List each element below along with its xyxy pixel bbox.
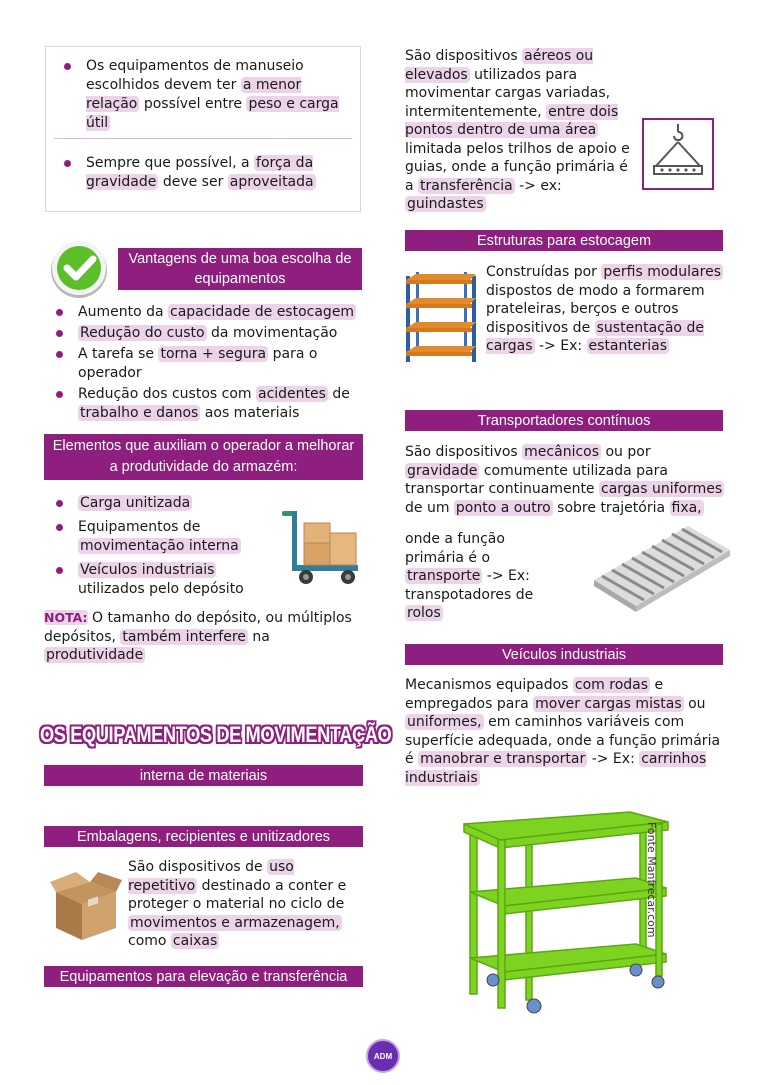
elementos-list [44, 494, 274, 599]
box-image [50, 868, 122, 944]
fonte-caption: Fonte Manfrecar.com [645, 822, 658, 938]
list-item: A tarefa se torna + segura para o operador [44, 345, 364, 383]
principle-item-2: Sempre que possível, a força da gravidade deve ser aproveitada [52, 154, 352, 192]
transportadores-text-2: onde a função primária é o transporte -> Ex: transpotadores de rolos [405, 531, 534, 621]
main-title: OS EQUIPAMENTOS DE MOVIMENTAÇÃO [40, 722, 392, 747]
nota-text: NOTA: O tamanho do depósito, ou múltiplos depósitos, também interfere na produtividade [44, 610, 352, 663]
principle-item-1: Os equipamentos de manuseio escolhidos devem ter a menor relação possível entre peso e carga útil [52, 57, 352, 133]
subtitle-bar: interna de materiais [44, 765, 363, 786]
embalagens-text: São dispositivos de uso repetitivo destinado a conter e proteger o material no ciclo de movimentos e armazenagem, como caixas [128, 859, 347, 949]
list-item: Veículos industriais utilizados pelo depósito [44, 561, 274, 599]
list-item: Carga unitizada [44, 494, 274, 513]
list-item: Redução dos custos com acidentes de trabalho e danos aos materiais [44, 385, 364, 423]
vantagens-list [44, 303, 364, 423]
industrial-cart-image [460, 810, 670, 1022]
embalagens-header: Embalagens, recipientes e unitizadores [44, 826, 363, 847]
check-icon [48, 238, 110, 300]
divider [54, 138, 352, 139]
transportadores-text: São dispositivos mecânicos ou por gravidade comumente utilizada para transportar continuamente cargas uniformes de um ponto a outro sobre trajetória fixa, [405, 444, 723, 516]
estruturas-header: Estruturas para estocagem [405, 230, 723, 251]
list-item: Aumento da capacidade de estocagem [44, 303, 364, 322]
veiculos-header: Veículos industriais [405, 644, 723, 665]
crane-hook-icon [642, 118, 714, 190]
list-item: Redução do custo da movimentação [44, 324, 364, 343]
footer-logo: ADM [366, 1039, 400, 1073]
veiculos-text: Mecanismos equipados com rodas e empregados para mover cargas mistas ou uniformes, em caminhos variáveis com superfície adequada, onde a função primária é manobrar e transportar -> Ex: carrinhos industriais [405, 677, 721, 786]
shelf-image [404, 272, 478, 364]
roller-conveyor-image [592, 520, 732, 612]
principles-box [45, 46, 361, 212]
estruturas-text: Construídas por perfis modulares dispostos de modo a formarem prateleiras, berços e outros dispositivos de sustentação de cargas -> Ex: estanterias [486, 264, 721, 354]
list-item: Equipamentos de movimentação interna [44, 518, 274, 556]
hand-truck-image [276, 505, 362, 585]
transportadores-header: Transportadores contínuos [405, 410, 723, 431]
vantagens-header: Vantagens de uma boa escolha de equipamentos [118, 248, 362, 290]
aereos-text: São dispositivos aéreos ou elevados utilizados para movimentar cargas variadas, intermitentemente, entre dois pontos dentro de uma área limitada pelos trilhos de apoio e guias, onde a função primária é a transferência -> ex: guindastes [405, 48, 630, 212]
elevacao-header: Equipamentos para elevação e transferência [44, 966, 363, 987]
elementos-header: Elementos que auxiliam o operador a melhorar a produtividade do armazém: [44, 434, 363, 480]
